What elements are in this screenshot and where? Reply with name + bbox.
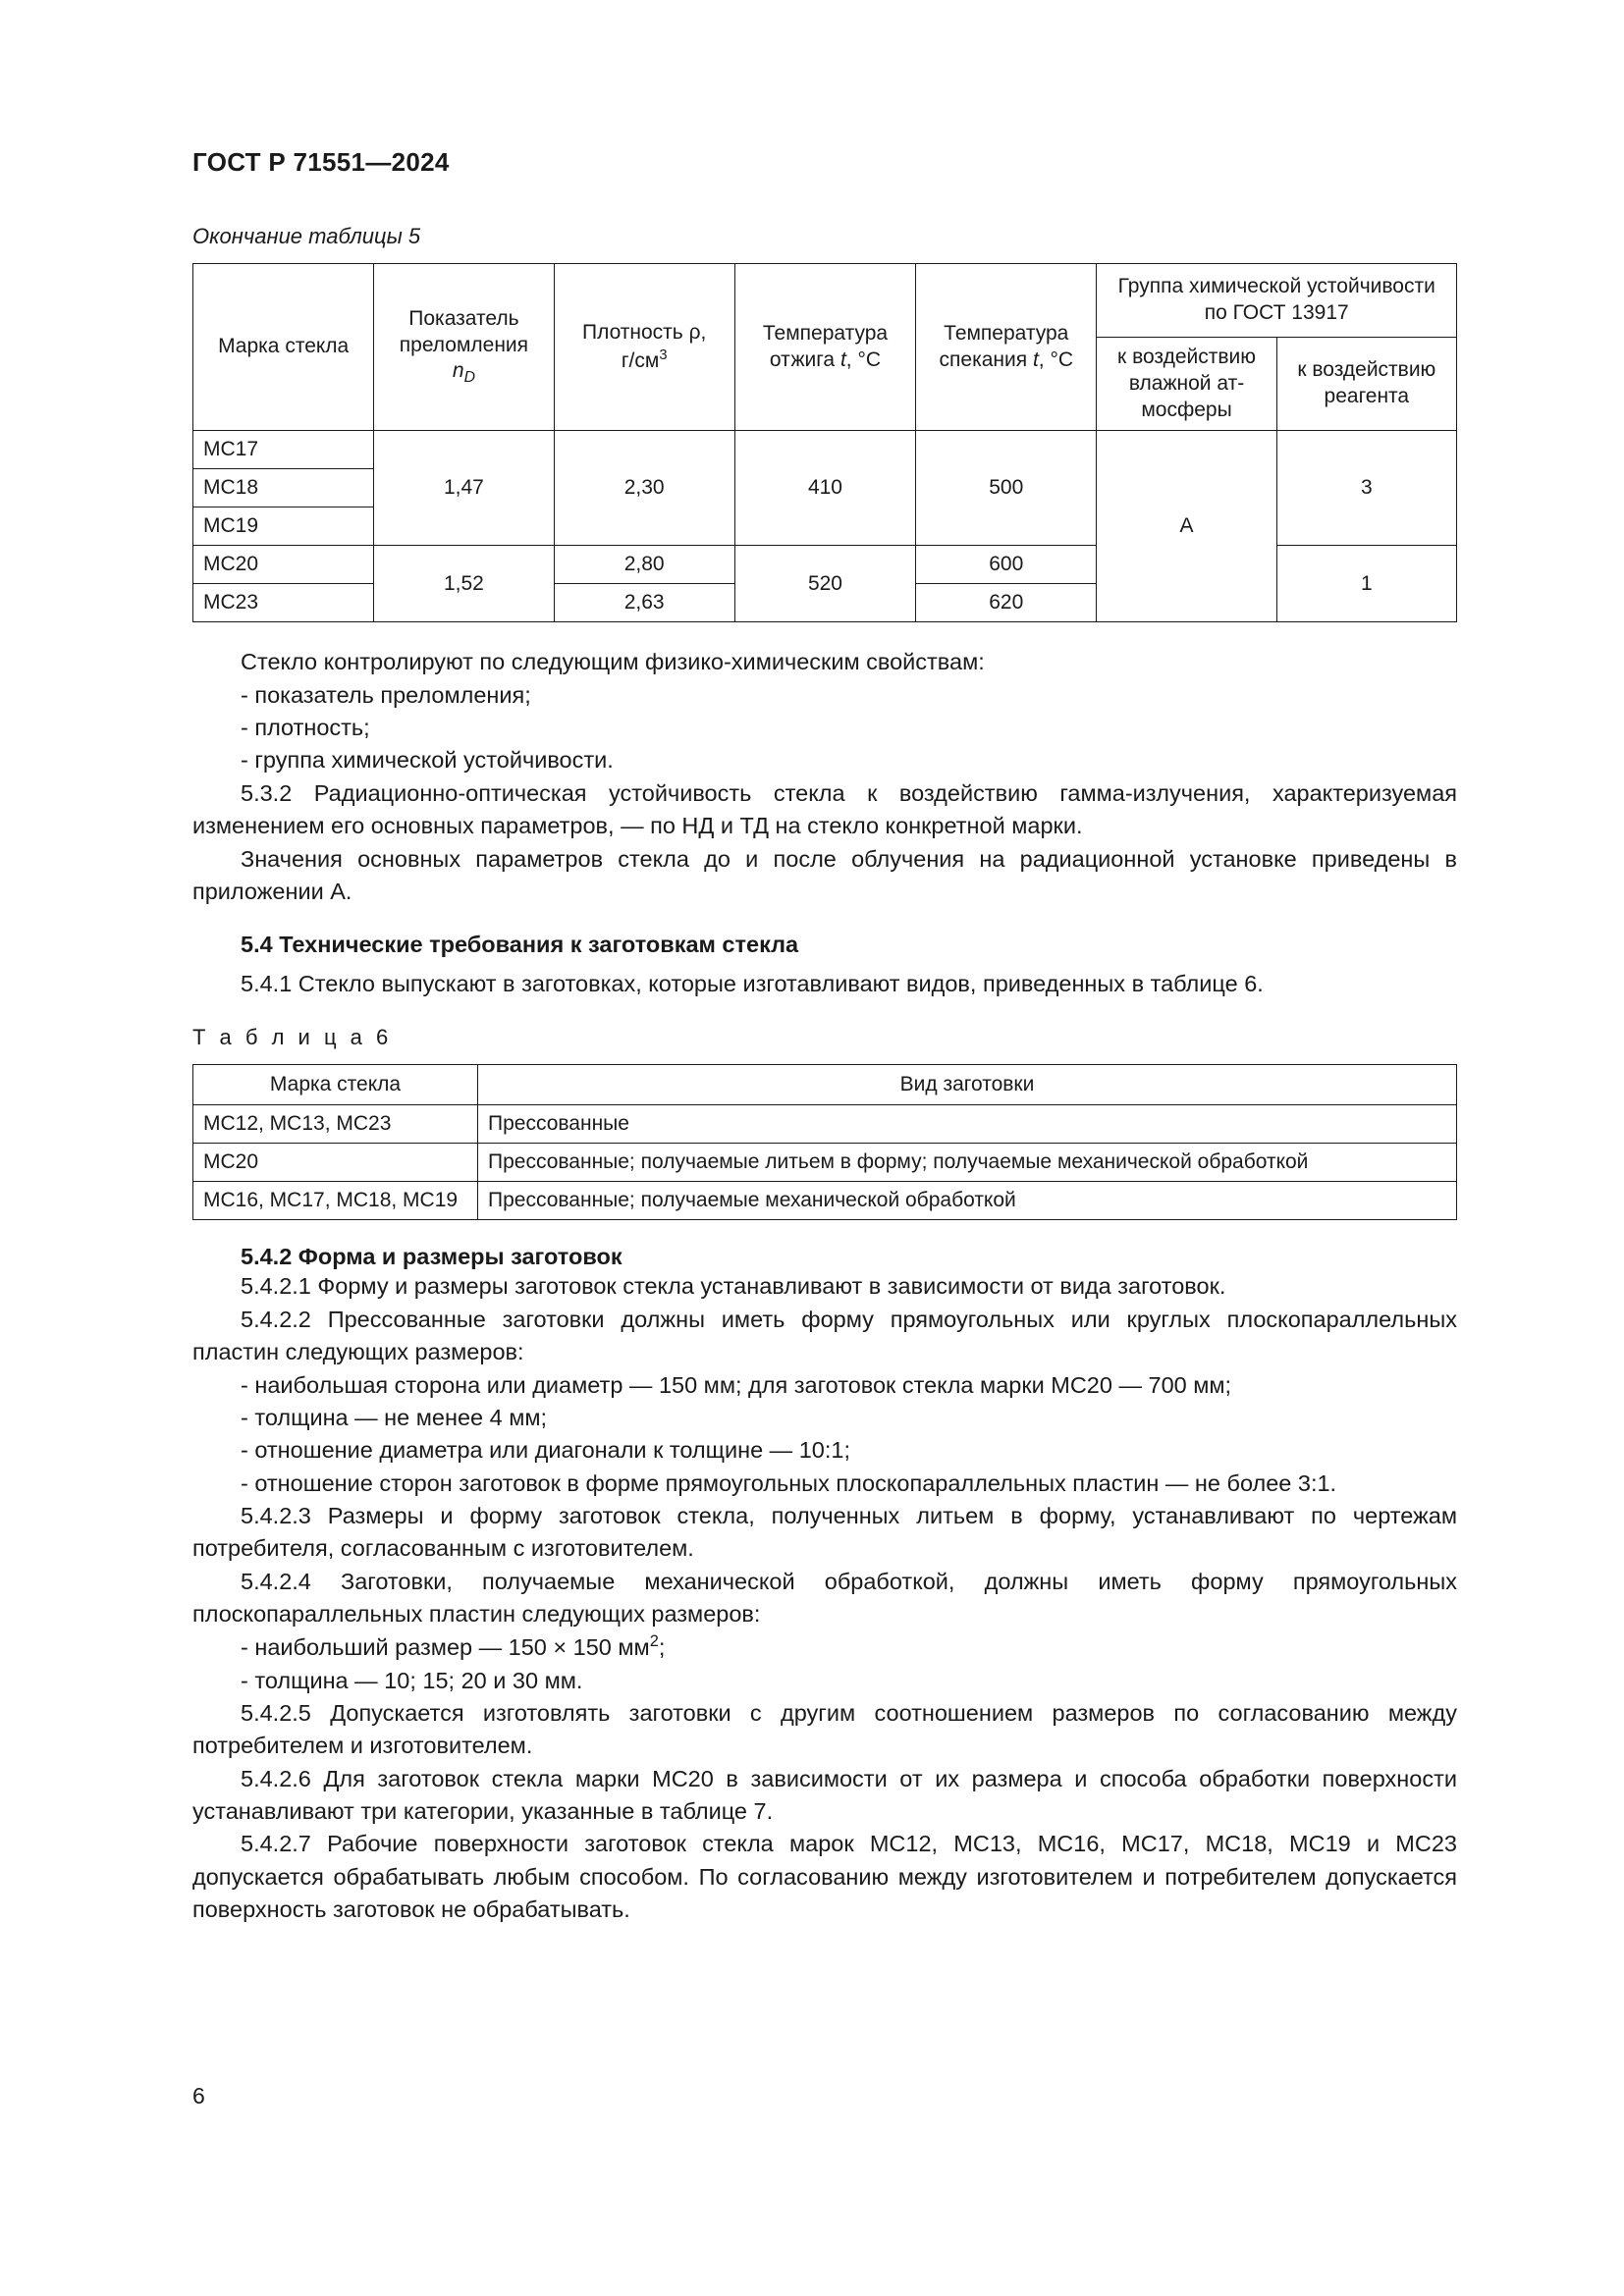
th-reagent: к воздействию реагента xyxy=(1276,337,1456,431)
cell-refraction: 1,52 xyxy=(374,546,554,622)
list-item: - наибольшая сторона или диаметр — 150 мм; для заготовок стекла марки МС20 — 700 мм; xyxy=(241,1371,1232,1398)
paragraph-5-4-2-6: 5.4.2.6 Для заготовок стекла марки МС20 в зависимости от их размера и способа обработки поверхности устанавливают три категории, указанные в таблице 7. xyxy=(192,1765,1457,1825)
cell-humid-group: А xyxy=(1097,431,1276,622)
th-blank-type: Вид заготовки xyxy=(478,1064,1457,1105)
cell-mark: МС20 xyxy=(193,546,374,584)
cell-sinter: 600 xyxy=(916,546,1097,584)
cell-mark: МС17 xyxy=(193,431,374,469)
cell-brand: МС12, МС13, МС23 xyxy=(193,1105,478,1144)
th-brand: Марка стекла xyxy=(193,264,374,431)
paragraph-5-4-2-4: 5.4.2.4 Заготовки, получаемые механической обработкой, должны иметь форму прямоугольных плоскопараллельных пластин следующих размеров: xyxy=(192,1568,1457,1628)
cell-type: Прессованные xyxy=(478,1105,1457,1144)
heading-5-4: 5.4 Технические требования к заготовкам стекла xyxy=(241,932,799,958)
cell-mark: МС23 xyxy=(193,584,374,622)
list-item: - толщина — 10; 15; 20 и 30 мм. xyxy=(241,1667,583,1693)
table5-caption: Окончание таблицы 5 xyxy=(192,224,421,248)
cell-type: Прессованные; получаемые механической обработкой xyxy=(478,1182,1457,1220)
paragraph-5-4-2-7: 5.4.2.7 Рабочие поверхности заготовок стекла марок МС12, МС13, МС16, МС17, МС18, МС19 и МС23 допускается обрабатывать любым способом. По согласованию между изготовителем и потребителем допускается поверхность заготовок не обрабатывать. xyxy=(192,1831,1457,1923)
cell-reagent-group: 1 xyxy=(1276,546,1456,622)
cell-anneal: 520 xyxy=(734,546,915,622)
list-item: - толщина — не менее 4 мм; xyxy=(241,1404,548,1430)
th-sinter-temp: Температура спекания t, °C xyxy=(916,264,1097,431)
paragraph-5-4-1: 5.4.1 Стекло выпускают в заготовках, которые изготавливают видов, приведенных в таблице 6. xyxy=(241,971,1264,997)
list-item: - показатель преломления; xyxy=(241,681,531,708)
list-item: - плотность; xyxy=(241,715,370,741)
cell-anneal: 410 xyxy=(734,431,915,546)
running-header: ГОСТ Р 71551—2024 xyxy=(192,147,450,177)
paragraph-5-4-2-2: 5.4.2.2 Прессованные заготовки должны иметь форму прямоугольных или круглых плоскопараллельных пластин следующих размеров: xyxy=(192,1306,1457,1365)
cell-sinter: 500 xyxy=(916,431,1097,546)
page-content xyxy=(192,224,1457,1927)
paragraph-values: Значения основных параметров стекла до и после облучения на радиационной установке приведены в приложении А. xyxy=(192,845,1457,904)
table-row xyxy=(193,1105,1457,1144)
paragraph-control-intro: Стекло контролируют по следующим физико-химическим свойствам: xyxy=(241,649,985,675)
th-brand: Марка стекла xyxy=(193,1064,478,1105)
paragraph-5-3-2: 5.3.2 Радиационно-оптическая устойчивость стекла к воздействию гамма-излучения, характеризуемая изменением его основных параметров, — по НД и ТД на стекло конкретной марки. xyxy=(192,779,1457,839)
cell-density: 2,63 xyxy=(554,584,734,622)
heading-5-4-2: 5.4.2 Форма и размеры заготовок xyxy=(241,1244,623,1270)
table6-caption: Т а б л и ц а 6 xyxy=(192,1024,393,1049)
list-item: - отношение сторон заготовок в форме прямоугольных плоскопараллельных пластин — не более 3:1. xyxy=(241,1469,1337,1496)
cell-brand: МС20 xyxy=(193,1144,478,1182)
cell-type: Прессованные; получаемые литьем в форму; получаемые механической обработкой xyxy=(478,1144,1457,1182)
table-6 xyxy=(192,1064,1457,1221)
list-item: - группа химической устойчивости. xyxy=(241,747,614,774)
cell-mark: МС19 xyxy=(193,507,374,546)
table6-header-row xyxy=(193,1064,1457,1105)
cell-mark: МС18 xyxy=(193,469,374,507)
th-chem-group: Группа химической устойчивости по ГОСТ 13917 xyxy=(1097,264,1457,338)
th-humid-atmosphere: к воздействию влажной ат- мосферы xyxy=(1097,337,1276,431)
cell-sinter: 620 xyxy=(916,584,1097,622)
cell-refraction: 1,47 xyxy=(374,431,554,546)
cell-brand: МС16, МС17, МС18, МС19 xyxy=(193,1182,478,1220)
list-item: - отношение диаметра или диагонали к толщине — 10:1; xyxy=(241,1437,850,1464)
page-number: 6 xyxy=(192,2083,205,2109)
list-item-largest-size: - наибольший размер — 150 × 150 $мм^2$; xyxy=(241,1632,666,1661)
th-anneal-temp: Температура отжига t, °C xyxy=(734,264,915,431)
table-row xyxy=(193,431,1457,469)
cell-density: 2,80 xyxy=(554,546,734,584)
table-row xyxy=(193,1182,1457,1220)
paragraph-5-4-2-3: 5.4.2.3 Размеры и форму заготовок стекла, полученных литьем в форму, устанавливают по чертежам потребителя, согласованным с изготовителем. xyxy=(192,1503,1457,1562)
th-density: Плотность ρ, $г/см^3$ xyxy=(554,264,734,431)
table-5 xyxy=(192,263,1457,622)
paragraph-5-4-2-1: 5.4.2.1 Форму и размеры заготовок стекла устанавливают в зависимости от вида заготовок. xyxy=(241,1273,1226,1300)
cell-reagent-group: 3 xyxy=(1276,431,1456,546)
th-refraction: Показатель преломления $n_D$ xyxy=(374,264,554,431)
paragraph-5-4-2-5: 5.4.2.5 Допускается изготовлять заготовки с другим соотношением размеров по согласованию между потребителем и изготовителем. xyxy=(192,1699,1457,1759)
cell-density: 2,30 xyxy=(554,431,734,546)
table-row xyxy=(193,1144,1457,1182)
table5-header-row-1 xyxy=(193,264,1457,338)
